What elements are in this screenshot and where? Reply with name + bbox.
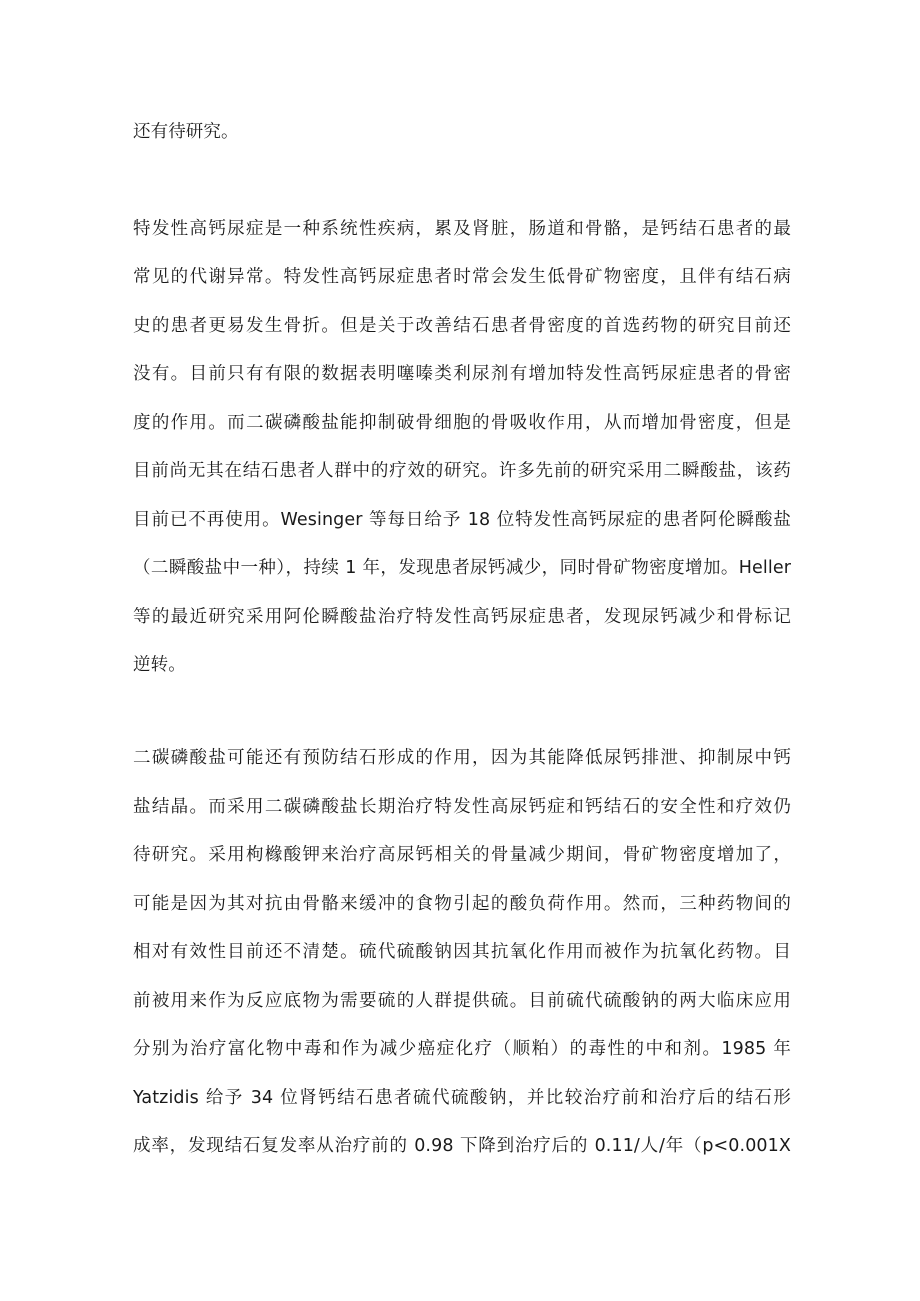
paragraph-2-line: 盐结晶。而采用二碳磷酸盐长期治疗特发性高尿钙症和钙结石的安全性和疗效仍 bbox=[133, 797, 791, 817]
intro-line: 还有待研究。 bbox=[133, 122, 239, 142]
paragraph-1-line: 目前尚无其在结石患者人群中的疗效的研究。许多先前的研究采用二瞬酸盐，该药 bbox=[133, 461, 791, 481]
paragraph-2-line: 相对有效性目前还不清楚。硫代硫酸钠因其抗氧化作用而被作为抗氧化药物。目 bbox=[133, 942, 791, 962]
paragraph-2-line: 二碳磷酸盐可能还有预防结石形成的作用，因为其能降低尿钙排泄、抑制尿中钙 bbox=[133, 748, 791, 768]
paragraph-2-line: Yatzidis 给予 34 位肾钙结石患者硫代硫酸钠，并比较治疗前和治疗后的结石形 bbox=[133, 1088, 791, 1108]
paragraph-1-line: 没有。目前只有有限的数据表明噻嗪类利尿剂有增加特发性高钙尿症患者的骨密 bbox=[133, 364, 791, 384]
paragraph-1-line: 常见的代谢异常。特发性高钙尿症患者时常会发生低骨矿物密度，且伴有结石病 bbox=[133, 267, 791, 287]
paragraph-1-line: 等的最近研究采用阿伦瞬酸盐治疗特发性高钙尿症患者，发现尿钙减少和骨标记 bbox=[133, 607, 791, 627]
paragraph-2-line: 分别为治疗富化物中毒和作为减少癌症化疗（顺粕）的毒性的中和剂。1985 年 bbox=[133, 1039, 791, 1059]
paragraph-1-line: 度的作用。而二碳磷酸盐能抑制破骨细胞的骨吸收作用，从而增加骨密度，但是 bbox=[133, 413, 791, 433]
paragraph-1-line: 史的患者更易发生骨折。但是关于改善结石患者骨密度的首选药物的研究目前还 bbox=[133, 316, 791, 336]
paragraph-2-line: 成率，发现结石复发率从治疗前的 0.98 下降到治疗后的 0.11/人/年（p<0.001X bbox=[133, 1136, 791, 1156]
paragraph-1-line: 目前已不再使用。Wesinger 等每日给予 18 位特发性高钙尿症的患者阿伦瞬酸盐 bbox=[133, 510, 791, 530]
paragraph-2-line: 可能是因为其对抗由骨骼来缓冲的食物引起的酸负荷作用。然而，三种药物间的 bbox=[133, 894, 791, 914]
paragraph-1-line: （二瞬酸盐中一种），持续 1 年，发现患者尿钙减少，同时骨矿物密度增加。Heller bbox=[133, 558, 791, 578]
paragraph-1-line: 逆转。 bbox=[133, 655, 186, 675]
paragraph-1-line: 特发性高钙尿症是一种系统性疾病，累及肾脏，肠道和骨骼，是钙结石患者的最 bbox=[133, 219, 791, 239]
paragraph-2-line: 前被用来作为反应底物为需要硫的人群提供硫。目前硫代硫酸钠的两大临床应用 bbox=[133, 991, 791, 1011]
paragraph-2-line: 待研究。采用枸橼酸钾来治疗高尿钙相关的骨量减少期间，骨矿物密度增加了， bbox=[133, 845, 791, 865]
